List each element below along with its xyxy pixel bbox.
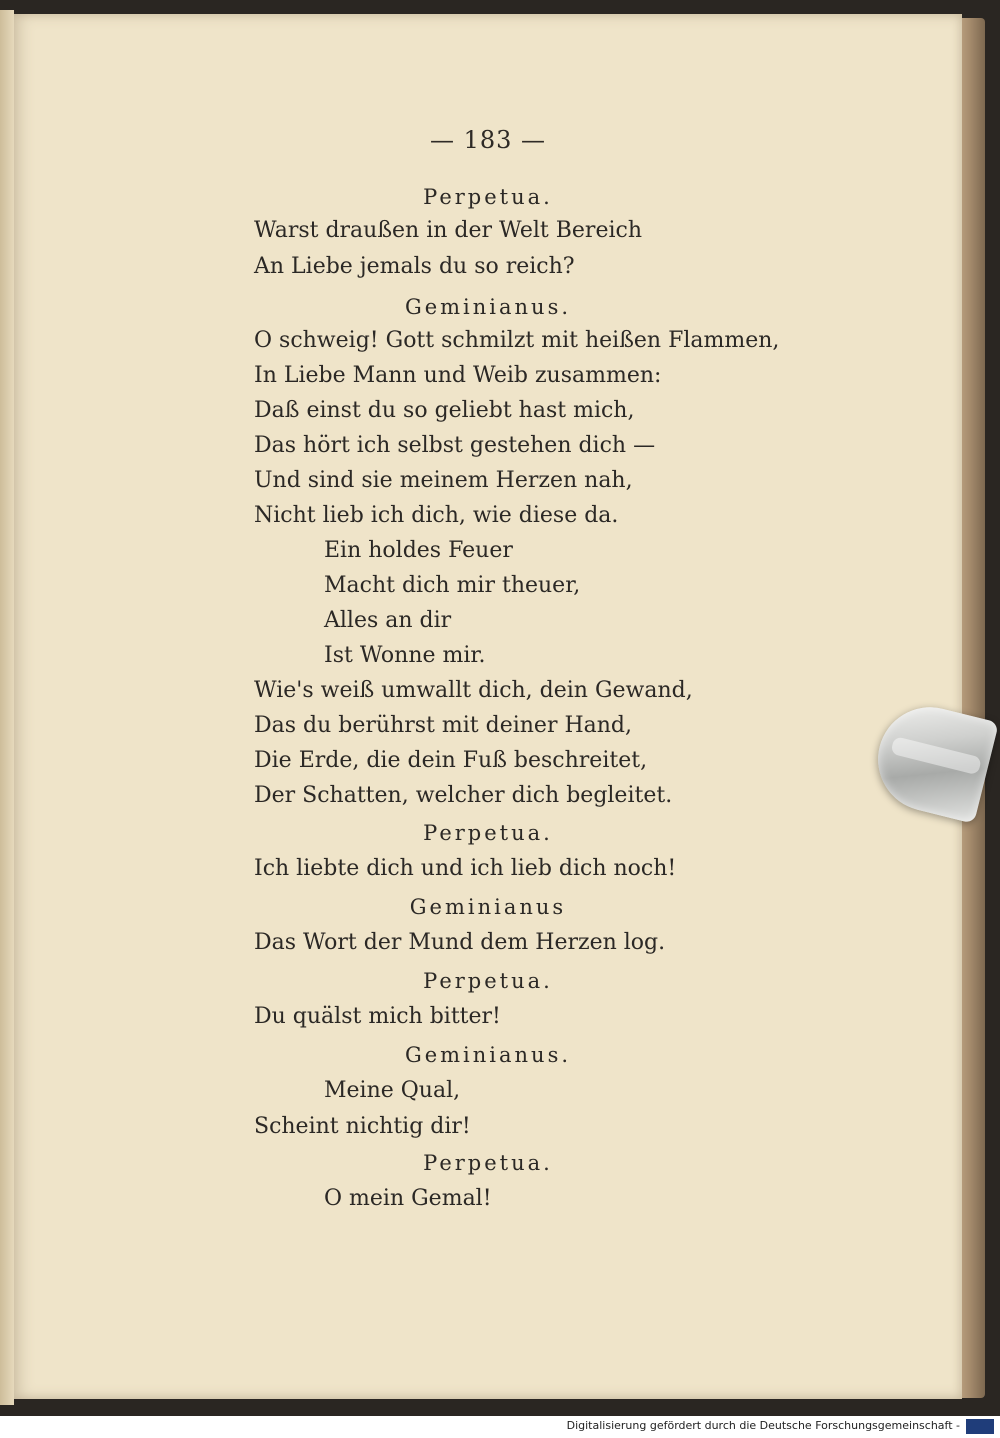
verse-line: O mein Gemal!: [324, 1186, 492, 1211]
verse-line: Und sind sie meinem Herzen nah,: [254, 468, 633, 493]
book-page: [14, 14, 962, 1399]
speaker-name: Geminianus.: [404, 1043, 572, 1067]
speaker-name: Perpetua.: [423, 1151, 553, 1175]
speaker-name: Perpetua.: [423, 969, 553, 993]
speaker-name: Geminianus: [409, 895, 567, 919]
verse-line: Das Wort der Mund dem Herzen log.: [254, 930, 666, 955]
verse-line: Nicht lieb ich dich, wie diese da.: [254, 503, 619, 528]
verse-line: Wie's weiß umwallt dich, dein Gewand,: [254, 678, 693, 703]
speaker-name: Perpetua.: [423, 185, 553, 209]
verse-line: Die Erde, die dein Fuß beschreitet,: [254, 748, 648, 773]
page-number: — 183 —: [429, 126, 547, 154]
verse-line: Du quälst mich bitter!: [254, 1004, 501, 1029]
verse-line: Ein holdes Feuer: [324, 538, 513, 563]
verse-line: Der Schatten, welcher dich begleitet.: [254, 783, 673, 808]
verse-line: Daß einst du so geliebt hast mich,: [254, 398, 635, 423]
left-page-edge: [0, 10, 14, 1405]
verse-line: Das hört ich selbst gestehen dich —: [254, 433, 656, 458]
footer-credit: Digitalisierung gefördert durch die Deutsche Forschungsgemeinschaft -: [566, 1419, 960, 1432]
verse-line: In Liebe Mann und Weib zusammen:: [254, 363, 662, 388]
verse-line: Scheint nichtig dir!: [254, 1114, 471, 1139]
verse-line: Ich liebte dich und ich lieb dich noch!: [254, 856, 677, 881]
verse-line: Macht dich mir theuer,: [324, 573, 581, 598]
verse-line: Warst draußen in der Welt Bereich: [254, 218, 642, 243]
speaker-name: Perpetua.: [423, 821, 553, 845]
verse-line: Das du berührst mit deiner Hand,: [254, 713, 632, 738]
verse-line: O schweig! Gott schmilzt mit heißen Flammen,: [254, 328, 780, 353]
clip-highlight: [890, 736, 982, 775]
verse-line: An Liebe jemals du so reich?: [254, 254, 575, 279]
speaker-name: Geminianus.: [404, 295, 572, 319]
verse-line: Meine Qual,: [324, 1078, 461, 1103]
dfg-logo: [966, 1419, 994, 1434]
verse-line: Ist Wonne mir.: [324, 643, 486, 668]
verse-line: Alles an dir: [324, 608, 452, 633]
footer-bar: [0, 1416, 1000, 1438]
